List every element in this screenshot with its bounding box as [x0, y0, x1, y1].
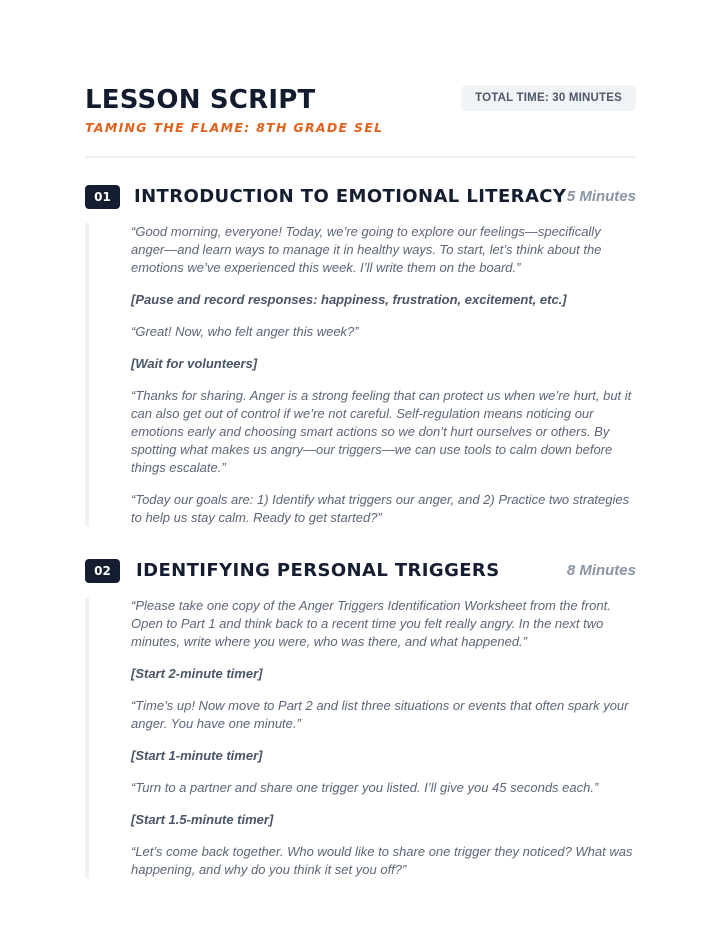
- section-number-badge: 01: [85, 185, 120, 209]
- document-header: [85, 86, 636, 135]
- script-paragraph: “Today our goals are: 1) Identify what triggers our anger, and 2) Practice two strategies to help us stay calm. Ready to get started?”: [131, 492, 630, 525]
- script-paragraph: “Thanks for sharing. Anger is a strong feeling that can protect us when we’re hurt, but it can also get out of control if we’re not careful. Self-regulation means noticing our emotions early and choosing smart actions so we don’t hurt ourselves or others. By spotting what makes us angry—our triggers—we can use tools to calm down before things escalate.”: [131, 388, 632, 475]
- page-subtitle: TAMING THE FLAME: 8TH GRADE SEL: [85, 120, 384, 135]
- stage-direction: [Wait for volunteers]: [131, 356, 258, 371]
- script-paragraph: “Let’s come back together. Who would like to share one trigger they noticed? What was happening, and why do you think it set you off?”: [131, 844, 633, 877]
- script-paragraph: “Time’s up! Now move to Part 2 and list three situations or events that often spark your anger. You have one minute.”: [131, 698, 629, 731]
- script-paragraph: “Good morning, everyone! Today, we’re going to explore our feelings—specifically anger—and learn ways to manage it in healthy ways. To start, let’s think about the emotions we’ve experienced this week. I’ll write them on the board.”: [131, 224, 602, 275]
- stage-direction: [Start 1-minute timer]: [131, 748, 263, 763]
- script-paragraph: “Great! Now, who felt anger this week?”: [131, 324, 359, 339]
- stage-direction: [Start 2-minute timer]: [131, 666, 263, 681]
- section-body: [85, 597, 636, 879]
- stage-direction: [Start 1.5-minute timer]: [131, 812, 274, 827]
- section-header: [85, 559, 636, 583]
- section-title: INTRODUCTION TO EMOTIONAL LITERACY: [134, 186, 567, 207]
- section-body: [85, 223, 636, 527]
- section-title: IDENTIFYING PERSONAL TRIGGERS: [136, 560, 500, 581]
- section-triggers: [85, 559, 636, 879]
- script-paragraph: “Please take one copy of the Anger Triggers Identification Worksheet from the front. Open to Part 1 and think back to a recent time you felt really angry. In the next two minutes, write where you were, who was there, and what happened.”: [131, 598, 611, 649]
- stage-direction: [Pause and record responses: happiness, frustration, excitement, etc.]: [131, 292, 567, 307]
- page-title: LESSON SCRIPT: [85, 85, 316, 115]
- total-time-badge: TOTAL TIME: 30 MINUTES: [461, 85, 636, 111]
- section-number-badge: 02: [85, 559, 120, 583]
- section-duration: 8 Minutes: [566, 562, 636, 579]
- script-paragraph: “Turn to a partner and share one trigger you listed. I’ll give you 45 seconds each.”: [131, 780, 599, 795]
- section-introduction: [85, 185, 636, 527]
- section-header: [85, 185, 636, 209]
- header-divider: [85, 156, 636, 158]
- section-duration: 5 Minutes: [566, 188, 636, 205]
